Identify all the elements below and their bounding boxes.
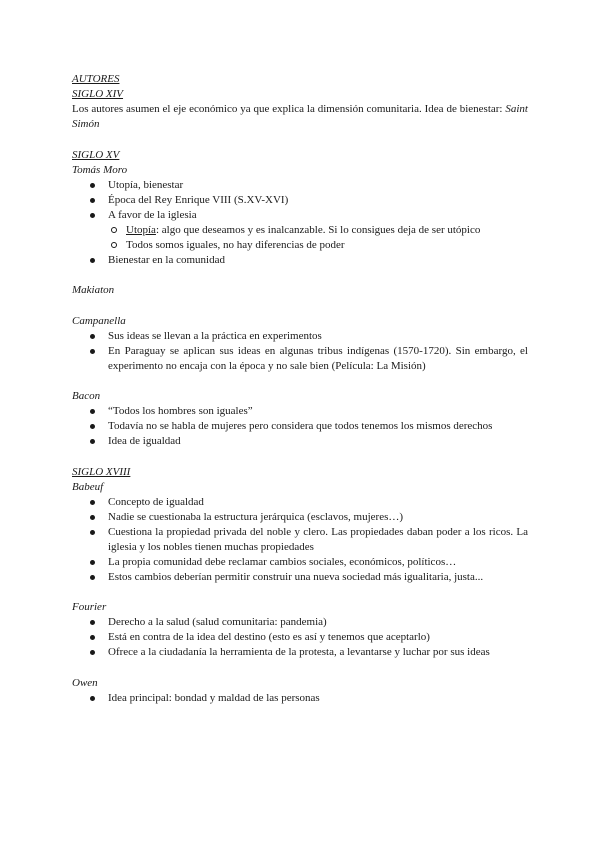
author-owen: Owen: [72, 676, 98, 689]
campanella-list: [72, 329, 528, 374]
list-item: Utopía, bienestar: [72, 178, 528, 193]
list-item: Todavía no se habla de mujeres pero considera que todos tenemos los mismos derechos: [72, 419, 528, 434]
heading-siglo-xv: SIGLO XV: [72, 148, 120, 161]
paragraph-siglo-xiv: [72, 102, 528, 132]
author-makiaton: Makiaton: [72, 284, 115, 296]
list-item: Época del Rey Enrique VIII (S.XV-XVI): [72, 193, 528, 208]
list-item: A favor de la iglesia: [72, 208, 528, 223]
author-fourier: Fourier: [72, 601, 107, 613]
sub-list-item: [72, 223, 528, 238]
sub-list-item: Todos somos iguales, no hay diferencias de poder: [72, 238, 528, 253]
babeuf-list: [72, 495, 528, 585]
author-tomas-moro: Tomás Moro: [72, 163, 128, 176]
list-item: La propia comunidad debe reclamar cambios sociales, económicos, políticos…: [72, 555, 528, 570]
author-bacon: Bacon: [72, 390, 101, 402]
heading-siglo-xiv: SIGLO XIV: [72, 88, 124, 100]
list-item: Idea principal: bondad y maldad de las personas: [72, 691, 528, 706]
document-page: [72, 72, 528, 706]
list-item: Cuestiona la propiedad privada del noble y clero. Las propiedades daban poder a los ricos. La iglesia y los nobles tienen muchas propiedades: [72, 525, 528, 555]
list-item: Sus ideas se llevan a la práctica en experimentos: [72, 329, 528, 344]
fourier-list: [72, 615, 528, 660]
author-babeuf: Babeuf: [72, 480, 104, 493]
list-item: En Paraguay se aplican sus ideas en algunas tribus indígenas (1570-1720). Sin embargo, el experimento no encaja con la época y no sale bien (Película: La Misión): [72, 344, 528, 374]
bacon-list: [72, 404, 528, 449]
list-item: Ofrece a la ciudadanía la herramienta de la protesta, a levantarse y luchar por sus ideas: [72, 645, 528, 660]
heading-autores: AUTORES: [72, 73, 120, 85]
list-item: Bienestar en la comunidad: [72, 253, 528, 268]
author-campanella: Campanella: [72, 314, 126, 327]
term-utopia: Utopía: [126, 223, 156, 236]
author-saint-simon: Saint Simón: [72, 103, 528, 130]
list-item: Derecho a la salud (salud comunitaria: pandemia): [72, 615, 528, 630]
owen-list: [72, 691, 528, 706]
moro-list: [72, 178, 528, 268]
list-item: Estos cambios deberían permitir construir una nueva sociedad más igualitaria, justa...: [72, 570, 528, 585]
list-item: Nadie se cuestionaba la estructura jerárquica (esclavos, mujeres…): [72, 510, 528, 525]
list-item: Está en contra de la idea del destino (esto es así y tenemos que aceptarlo): [72, 630, 528, 645]
list-item: Idea de igualdad: [72, 434, 528, 449]
utopia-definition: : algo que deseamos y es inalcanzable. Si lo consigues deja de ser utópico: [155, 223, 481, 236]
list-item: “Todos los hombres son iguales”: [72, 404, 528, 419]
heading-siglo-xviii: SIGLO XVIII: [72, 465, 131, 478]
list-item: Concepto de igualdad: [72, 495, 528, 510]
siglo-xiv-text: Los autores asumen el eje económico ya que explica la dimensión comunitaria. Idea de bienestar:: [72, 103, 506, 115]
